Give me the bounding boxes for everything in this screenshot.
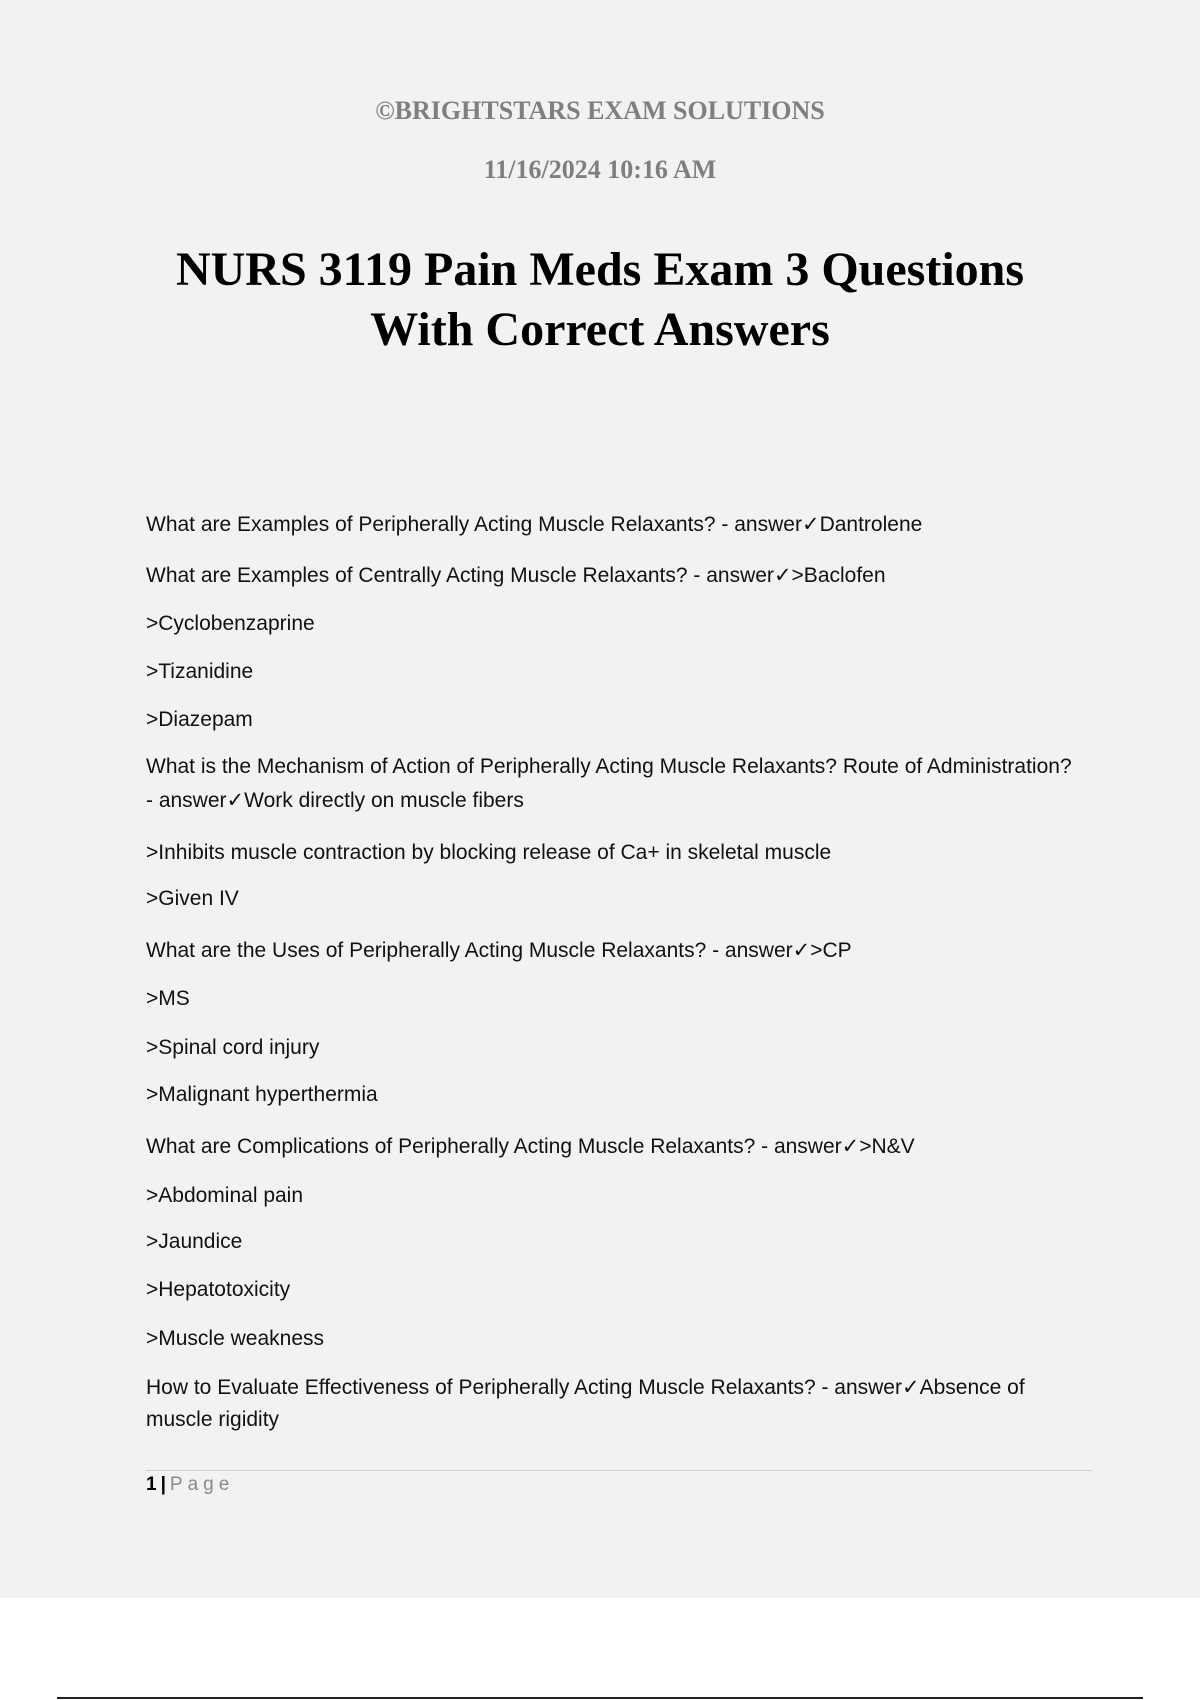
- checkmark-icon: ✓: [901, 1376, 920, 1399]
- answer-item: >Given IV: [146, 887, 239, 910]
- answer-item: >Diazepam: [146, 708, 253, 731]
- page-footer: [146, 1472, 234, 1498]
- title-line-1: NURS 3119 Pain Meds Exam 3 Questions: [175, 243, 1025, 296]
- answer-text: Absence of muscle rigidity: [146, 1376, 1025, 1431]
- question-text: How to Evaluate Effectiveness of Peripherally Acting Muscle Relaxants? - answer: [146, 1376, 902, 1399]
- qa-line: [146, 510, 922, 540]
- answer-item: >MS: [146, 987, 190, 1010]
- page-label: Page: [169, 1474, 235, 1495]
- checkmark-icon: ✓: [792, 939, 811, 962]
- question-text: What are the Uses of Peripherally Acting Muscle Relaxants? - answer: [146, 939, 793, 962]
- answer-text: >CP: [810, 939, 852, 962]
- page-title: [100, 240, 1100, 360]
- answer-text: Work directly on muscle fibers: [244, 789, 524, 812]
- answer-item: >Cyclobenzaprine: [146, 612, 315, 635]
- qa-line: [146, 1132, 915, 1162]
- answer-text: Dantrolene: [819, 513, 923, 536]
- bottom-divider: [57, 1697, 1143, 1699]
- title-line-2: With Correct Answers: [370, 303, 830, 356]
- checkmark-icon: ✓: [226, 789, 245, 812]
- answer-item: >Abdominal pain: [146, 1184, 304, 1207]
- checkmark-icon: ✓: [773, 564, 792, 587]
- answer-item: >Malignant hyperthermia: [146, 1083, 378, 1106]
- footer-divider: [146, 1470, 1092, 1471]
- question-text: What are Examples of Centrally Acting Muscle Relaxants? - answer: [146, 564, 774, 587]
- page-number: 1: [146, 1474, 157, 1495]
- answer-item: >Spinal cord injury: [146, 1036, 320, 1059]
- qa-line: [146, 1372, 1076, 1436]
- header-datetime: 11/16/2024 10:16 AM: [483, 155, 717, 184]
- answer-item: >Muscle weakness: [146, 1327, 324, 1350]
- answer-item: >Inhibits muscle contraction by blocking release of Ca+ in skeletal muscle: [146, 841, 832, 864]
- checkmark-icon: ✓: [801, 513, 820, 536]
- copyright-header: ©BRIGHTSTARS EXAM SOLUTIONS: [375, 96, 825, 125]
- question-text: What are Examples of Peripherally Acting Muscle Relaxants? - answer: [146, 513, 802, 536]
- question-text: What is the Mechanism of Action of Peripherally Acting Muscle Relaxants? Route of Administration? - answer: [146, 755, 1072, 812]
- answer-item: >Tizanidine: [146, 660, 254, 683]
- qa-line: [146, 750, 1076, 818]
- qa-line: [146, 936, 852, 966]
- answer-text: >Baclofen: [791, 564, 886, 587]
- qa-line: [146, 561, 886, 591]
- question-text: What are Complications of Peripherally Acting Muscle Relaxants? - answer: [146, 1135, 842, 1158]
- answer-text: >N&V: [859, 1135, 915, 1158]
- answer-item: >Hepatotoxicity: [146, 1278, 291, 1301]
- footer-separator: |: [160, 1474, 166, 1495]
- answer-item: >Jaundice: [146, 1230, 243, 1253]
- checkmark-icon: ✓: [841, 1135, 860, 1158]
